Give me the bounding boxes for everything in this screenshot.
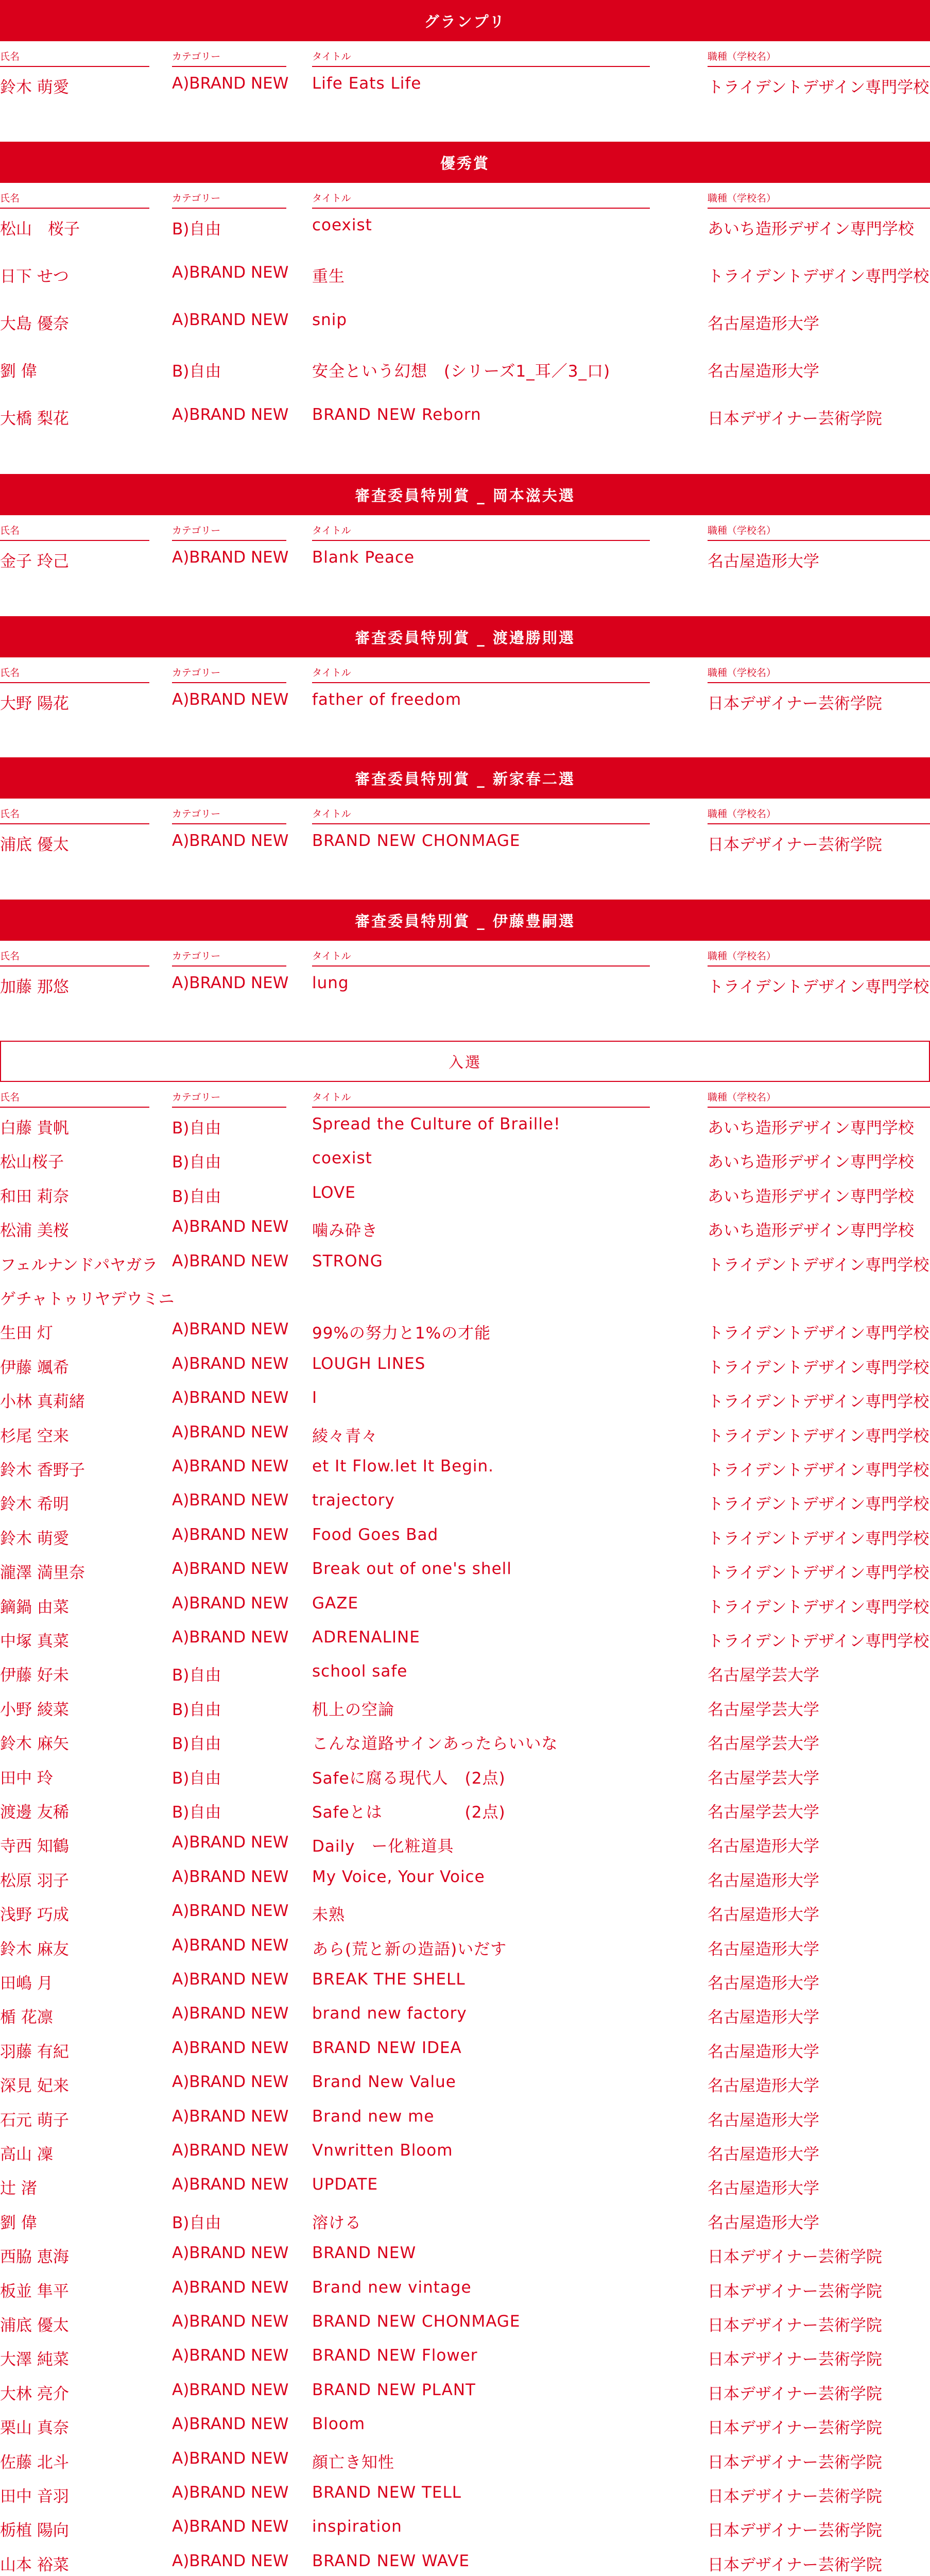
cell-school: 名古屋学芸大学	[708, 1769, 819, 1788]
cell-category: A)BRAND NEW	[172, 1252, 289, 1270]
cell-title: Break out of one's shell	[312, 1560, 512, 1578]
cell-name: 田中 音羽	[0, 2487, 69, 2506]
cell-school: 日本デザイナー芸術学院	[708, 2248, 882, 2266]
cell-school: 名古屋造形大学	[708, 2077, 819, 2095]
cell-title: STRONG	[312, 1252, 383, 1270]
cell-category: A)BRAND NEW	[172, 2039, 289, 2057]
cell-title: Brand new vintage	[312, 2278, 472, 2297]
cell-school: 名古屋造形大学	[708, 362, 819, 381]
cell-school: トライデントデザイン専門学校	[708, 78, 929, 97]
cell-name: 深見 妃来	[0, 2077, 69, 2095]
section-heading: 入選	[0, 1041, 930, 1082]
cell-name: 大橋 梨花	[0, 410, 69, 428]
cell-school: トライデントデザイン専門学校	[708, 1632, 929, 1651]
column-header-category: カテゴリー	[172, 524, 286, 541]
cell-name: 劉 偉	[0, 2214, 37, 2232]
cell-name: ゲチャトゥリヤデウミニ	[0, 1290, 175, 1309]
cell-title: BRAND NEW CHONMAGE	[312, 2312, 521, 2331]
cell-title: BRAND NEW Reborn	[312, 405, 481, 424]
cell-name: 和田 莉奈	[0, 1188, 69, 1206]
cell-title: 99%の努力と1%の才能	[312, 1324, 491, 1343]
cell-category: A)BRAND NEW	[172, 690, 289, 709]
cell-school: 名古屋学芸大学	[708, 1666, 819, 1685]
cell-school: トライデントデザイン専門学校	[708, 1427, 929, 1446]
cell-school: 名古屋造形大学	[708, 1872, 819, 1890]
cell-name: 大野 陽花	[0, 694, 69, 713]
cell-category: A)BRAND NEW	[172, 2141, 289, 2160]
column-header-row	[0, 1091, 930, 1109]
cell-title: et It Flow.let It Begin.	[312, 1457, 494, 1476]
cell-category: A)BRAND NEW	[172, 1388, 289, 1407]
cell-category: A)BRAND NEW	[172, 1560, 289, 1578]
column-header-category: カテゴリー	[172, 808, 286, 824]
cell-title: coexist	[312, 1149, 372, 1167]
cell-category: B)自由	[172, 1666, 221, 1685]
column-header-title: タイトル	[312, 950, 650, 967]
cell-category: A)BRAND NEW	[172, 2381, 289, 2399]
cell-school: 名古屋造形大学	[708, 1906, 819, 1924]
cell-category: A)BRAND NEW	[172, 1868, 289, 1886]
cell-name: 栗山 真奈	[0, 2419, 69, 2437]
cell-title: Safeとは (2点)	[312, 1803, 506, 1822]
cell-name: 鈴木 香野子	[0, 1461, 85, 1480]
cell-school: 名古屋造形大学	[708, 1974, 819, 1993]
cell-category: B)自由	[172, 1769, 221, 1788]
cell-name: 渡邊 友稀	[0, 1803, 69, 1822]
cell-title: I	[312, 1388, 318, 1407]
cell-name: 高山 凜	[0, 2145, 53, 2164]
section-heading: 審査委員特別賞 _ 伊藤豊嗣選	[0, 900, 930, 941]
cell-title: BRAND NEW WAVE	[312, 2552, 470, 2570]
cell-name: 羽藤 有紀	[0, 2043, 69, 2061]
cell-school: トライデントデザイン専門学校	[708, 1564, 929, 1582]
cell-name: 大澤 純菜	[0, 2350, 69, 2369]
cell-category: A)BRAND NEW	[172, 1833, 289, 1852]
cell-name: 鈴木 萌愛	[0, 78, 69, 97]
cell-school: 日本デザイナー芸術学院	[708, 2453, 882, 2472]
cell-school: 日本デザイナー芸術学院	[708, 2316, 882, 2335]
cell-name: 鈴木 希明	[0, 1495, 69, 1514]
section-heading: 審査委員特別賞 _ 渡邉勝則選	[0, 616, 930, 657]
cell-name: 鈴木 萌愛	[0, 1530, 69, 1548]
column-header-title: タイトル	[312, 667, 650, 683]
cell-category: A)BRAND NEW	[172, 2449, 289, 2468]
section-heading: グランプリ	[0, 0, 930, 41]
cell-title: ADRENALINE	[312, 1628, 420, 1647]
section-heading: 審査委員特別賞 _ 岡本滋夫選	[0, 474, 930, 515]
cell-school: あいち造形デザイン専門学校	[708, 1153, 914, 1172]
cell-school: 名古屋造形大学	[708, 552, 819, 571]
cell-name: 杉尾 空来	[0, 1427, 69, 1446]
cell-category: A)BRAND NEW	[172, 263, 289, 282]
cell-school: トライデントデザイン専門学校	[708, 1530, 929, 1548]
cell-name: 松原 羽子	[0, 1872, 69, 1890]
cell-title: Daily ー化粧道具	[312, 1837, 454, 1856]
column-header-name: 氏名	[0, 1091, 149, 1108]
column-header-row	[0, 50, 930, 68]
cell-title: lung	[312, 974, 349, 992]
cell-category: A)BRAND NEW	[172, 405, 289, 424]
cell-category: A)BRAND NEW	[172, 1628, 289, 1647]
cell-name: 小林 真莉緒	[0, 1393, 85, 1411]
cell-title: Brand new me	[312, 2107, 435, 2126]
column-header-name: 氏名	[0, 524, 149, 541]
column-header-row	[0, 950, 930, 968]
column-header-name: 氏名	[0, 667, 149, 683]
cell-school: 日本デザイナー芸術学院	[708, 836, 882, 854]
cell-category: A)BRAND NEW	[172, 2312, 289, 2331]
column-header-name: 氏名	[0, 192, 149, 209]
cell-category: A)BRAND NEW	[172, 2278, 289, 2297]
cell-category: A)BRAND NEW	[172, 1491, 289, 1510]
column-header-row	[0, 667, 930, 684]
cell-category: A)BRAND NEW	[172, 548, 289, 567]
cell-title: father of freedom	[312, 690, 462, 709]
cell-title: 綾々青々	[312, 1427, 378, 1446]
column-header-school: 職種（学校名）	[708, 524, 930, 541]
cell-name: 鈴木 麻友	[0, 1940, 69, 1959]
column-header-school: 職種（学校名）	[708, 1091, 930, 1108]
cell-title: Vnwritten Bloom	[312, 2141, 453, 2160]
cell-school: あいち造形デザイン専門学校	[708, 1188, 914, 1206]
column-header-category: カテゴリー	[172, 1091, 286, 1108]
cell-name: 大島 優奈	[0, 315, 69, 333]
cell-school: 日本デザイナー芸術学院	[708, 2521, 882, 2540]
cell-category: A)BRAND NEW	[172, 2552, 289, 2570]
cell-category: A)BRAND NEW	[172, 2244, 289, 2262]
cell-name: 佐藤 北斗	[0, 2453, 69, 2472]
cell-title: 重生	[312, 267, 345, 286]
cell-title: BRAND NEW Flower	[312, 2346, 478, 2365]
cell-school: 日本デザイナー芸術学院	[708, 2556, 882, 2574]
cell-title: 噛み砕き	[312, 1222, 378, 1240]
cell-title: GAZE	[312, 1594, 359, 1613]
cell-title: 安全という幻想 (シリーズ1_耳／3_口)	[312, 362, 611, 381]
cell-school: 日本デザイナー芸術学院	[708, 2385, 882, 2403]
cell-category: A)BRAND NEW	[172, 74, 289, 93]
cell-school: トライデントデザイン専門学校	[708, 978, 929, 996]
cell-name: 中塚 真菜	[0, 1632, 69, 1651]
column-header-category: カテゴリー	[172, 950, 286, 967]
section-heading: 優秀賞	[0, 142, 930, 183]
cell-school: 名古屋造形大学	[708, 2179, 819, 2198]
cell-category: A)BRAND NEW	[172, 2073, 289, 2091]
cell-name: 瀧澤 満里奈	[0, 1564, 85, 1582]
cell-title: school safe	[312, 1662, 408, 1681]
cell-school: 名古屋造形大学	[708, 2008, 819, 2027]
cell-name: 生田 灯	[0, 1324, 53, 1343]
cell-name: 金子 玲己	[0, 552, 69, 571]
column-header-title: タイトル	[312, 50, 650, 67]
column-header-row	[0, 808, 930, 825]
cell-title: Bloom	[312, 2415, 366, 2433]
cell-category: A)BRAND NEW	[172, 832, 289, 850]
cell-category: A)BRAND NEW	[172, 2346, 289, 2365]
cell-school: 名古屋造形大学	[708, 2214, 819, 2232]
cell-category: B)自由	[172, 2214, 221, 2232]
cell-title: trajectory	[312, 1491, 395, 1510]
cell-category: B)自由	[172, 1701, 221, 1719]
column-header-row	[0, 192, 930, 210]
cell-name: 西脇 恵海	[0, 2248, 69, 2266]
cell-name: 伊藤 颯希	[0, 1359, 69, 1377]
column-header-category: カテゴリー	[172, 667, 286, 683]
column-header-school: 職種（学校名）	[708, 950, 930, 967]
cell-category: A)BRAND NEW	[172, 2483, 289, 2502]
cell-school: 名古屋造形大学	[708, 2145, 819, 2164]
cell-title: BRAND NEW	[312, 2244, 417, 2262]
cell-title: coexist	[312, 216, 372, 234]
cell-school: 名古屋造形大学	[708, 315, 819, 333]
cell-name: 鈴木 麻矢	[0, 1735, 69, 1753]
cell-title: My Voice, Your Voice	[312, 1868, 485, 1886]
cell-title: LOUGH LINES	[312, 1354, 426, 1373]
cell-title: 未熟	[312, 1906, 345, 1924]
cell-title: Brand New Value	[312, 2073, 456, 2091]
cell-category: A)BRAND NEW	[172, 2107, 289, 2126]
cell-school: 日本デザイナー芸術学院	[708, 2282, 882, 2301]
cell-title: Life Eats Life	[312, 74, 422, 93]
cell-category: A)BRAND NEW	[172, 2517, 289, 2536]
cell-category: B)自由	[172, 1735, 221, 1753]
cell-name: 松山 桜子	[0, 220, 80, 239]
cell-school: 名古屋学芸大学	[708, 1701, 819, 1719]
column-header-school: 職種（学校名）	[708, 808, 930, 824]
cell-name: 鏑鍋 由菜	[0, 1598, 69, 1617]
cell-name: 楯 花凛	[0, 2008, 53, 2027]
cell-school: トライデントデザイン専門学校	[708, 1495, 929, 1514]
cell-name: 浅野 巧成	[0, 1906, 69, 1924]
column-header-school: 職種（学校名）	[708, 50, 930, 67]
cell-title: BREAK THE SHELL	[312, 1970, 466, 1989]
column-header-title: タイトル	[312, 192, 650, 209]
cell-category: A)BRAND NEW	[172, 1423, 289, 1442]
cell-school: 日本デザイナー芸術学院	[708, 410, 882, 428]
cell-school: 名古屋造形大学	[708, 2111, 819, 2130]
cell-school: 日本デザイナー芸術学院	[708, 2487, 882, 2506]
cell-category: A)BRAND NEW	[172, 1354, 289, 1373]
cell-name: 板並 隼平	[0, 2282, 69, 2301]
cell-name: 大林 亮介	[0, 2385, 69, 2403]
cell-school: 名古屋造形大学	[708, 1837, 819, 1856]
cell-school: 日本デザイナー芸術学院	[708, 2419, 882, 2437]
cell-name: フェルナンドパヤガラ	[0, 1256, 158, 1275]
column-header-name: 氏名	[0, 808, 149, 824]
column-header-title: タイトル	[312, 524, 650, 541]
cell-name: 浦底 優太	[0, 836, 69, 854]
cell-title: BRAND NEW IDEA	[312, 2039, 462, 2057]
cell-category: B)自由	[172, 362, 221, 381]
cell-school: あいち造形デザイン専門学校	[708, 1119, 914, 1138]
cell-name: 山本 裕菜	[0, 2556, 69, 2574]
cell-title: inspiration	[312, 2517, 402, 2536]
cell-name: 小野 綾菜	[0, 1701, 69, 1719]
column-header-category: カテゴリー	[172, 192, 286, 209]
cell-category: B)自由	[172, 1153, 221, 1172]
cell-title: Safeに腐る現代人 (2点)	[312, 1769, 506, 1788]
cell-category: A)BRAND NEW	[172, 1457, 289, 1476]
cell-school: トライデントデザイン専門学校	[708, 267, 929, 286]
column-header-category: カテゴリー	[172, 50, 286, 67]
cell-category: A)BRAND NEW	[172, 311, 289, 329]
cell-category: B)自由	[172, 1188, 221, 1206]
column-header-school: 職種（学校名）	[708, 192, 930, 209]
cell-title: Spread the Culture of Braille!	[312, 1115, 561, 1133]
cell-school: あいち造形デザイン専門学校	[708, 1222, 914, 1240]
cell-name: 松浦 美桜	[0, 1222, 69, 1240]
cell-school: トライデントデザイン専門学校	[708, 1324, 929, 1343]
cell-category: B)自由	[172, 1119, 221, 1138]
cell-title: UPDATE	[312, 2175, 378, 2194]
cell-name: 白藤 貴帆	[0, 1119, 69, 1138]
cell-name: 加藤 那悠	[0, 978, 69, 996]
cell-title: あら(荒と新の造語)いだす	[312, 1940, 507, 1959]
cell-school: 名古屋造形大学	[708, 2043, 819, 2061]
cell-category: A)BRAND NEW	[172, 1902, 289, 1920]
cell-category: A)BRAND NEW	[172, 2004, 289, 2023]
cell-school: トライデントデザイン専門学校	[708, 1256, 929, 1275]
column-header-title: タイトル	[312, 808, 650, 824]
cell-title: 溶ける	[312, 2214, 361, 2232]
cell-name: 浦底 優太	[0, 2316, 69, 2335]
cell-name: 辻 渚	[0, 2179, 37, 2198]
cell-category: A)BRAND NEW	[172, 2415, 289, 2433]
cell-category: A)BRAND NEW	[172, 2175, 289, 2194]
cell-title: BRAND NEW PLANT	[312, 2381, 476, 2399]
cell-school: 名古屋学芸大学	[708, 1803, 819, 1822]
cell-school: トライデントデザイン専門学校	[708, 1461, 929, 1480]
column-header-name: 氏名	[0, 950, 149, 967]
column-header-title: タイトル	[312, 1091, 650, 1108]
cell-category: B)自由	[172, 220, 221, 239]
cell-category: B)自由	[172, 1803, 221, 1822]
cell-name: 石元 萌子	[0, 2111, 69, 2130]
cell-category: A)BRAND NEW	[172, 974, 289, 992]
cell-category: A)BRAND NEW	[172, 1526, 289, 1544]
cell-school: あいち造形デザイン専門学校	[708, 220, 914, 239]
cell-school: 名古屋学芸大学	[708, 1735, 819, 1753]
cell-title: BRAND NEW CHONMAGE	[312, 832, 521, 850]
cell-title: 机上の空論	[312, 1701, 394, 1719]
cell-category: A)BRAND NEW	[172, 1594, 289, 1613]
cell-name: 劉 偉	[0, 362, 37, 381]
cell-name: 栃植 陽向	[0, 2521, 69, 2540]
cell-title: LOVE	[312, 1183, 356, 1202]
cell-title: snip	[312, 311, 348, 329]
section-heading: 審査委員特別賞 _ 新家春二選	[0, 757, 930, 799]
cell-title: Blank Peace	[312, 548, 415, 567]
cell-category: A)BRAND NEW	[172, 1320, 289, 1338]
cell-name: 寺西 知鶴	[0, 1837, 69, 1856]
cell-title: 顔亡き知性	[312, 2453, 394, 2472]
cell-category: A)BRAND NEW	[172, 1217, 289, 1236]
cell-category: A)BRAND NEW	[172, 1936, 289, 1955]
cell-name: 田中 玲	[0, 1769, 53, 1788]
cell-name: 松山桜子	[0, 1153, 64, 1172]
cell-school: 日本デザイナー芸術学院	[708, 694, 882, 713]
column-header-name: 氏名	[0, 50, 149, 67]
column-header-row	[0, 524, 930, 542]
cell-school: 名古屋造形大学	[708, 1940, 819, 1959]
cell-title: BRAND NEW TELL	[312, 2483, 462, 2502]
cell-name: 日下 せつ	[0, 267, 69, 286]
cell-school: トライデントデザイン専門学校	[708, 1393, 929, 1411]
cell-school: トライデントデザイン専門学校	[708, 1598, 929, 1617]
cell-school: 日本デザイナー芸術学院	[708, 2350, 882, 2369]
cell-school: トライデントデザイン専門学校	[708, 1359, 929, 1377]
cell-category: A)BRAND NEW	[172, 1970, 289, 1989]
cell-name: 田嶋 月	[0, 1974, 53, 1993]
cell-title: brand new factory	[312, 2004, 467, 2023]
cell-name: 伊藤 好未	[0, 1666, 69, 1685]
column-header-school: 職種（学校名）	[708, 667, 930, 683]
cell-title: こんな道路サインあったらいいな	[312, 1735, 558, 1753]
cell-title: Food Goes Bad	[312, 1526, 439, 1544]
